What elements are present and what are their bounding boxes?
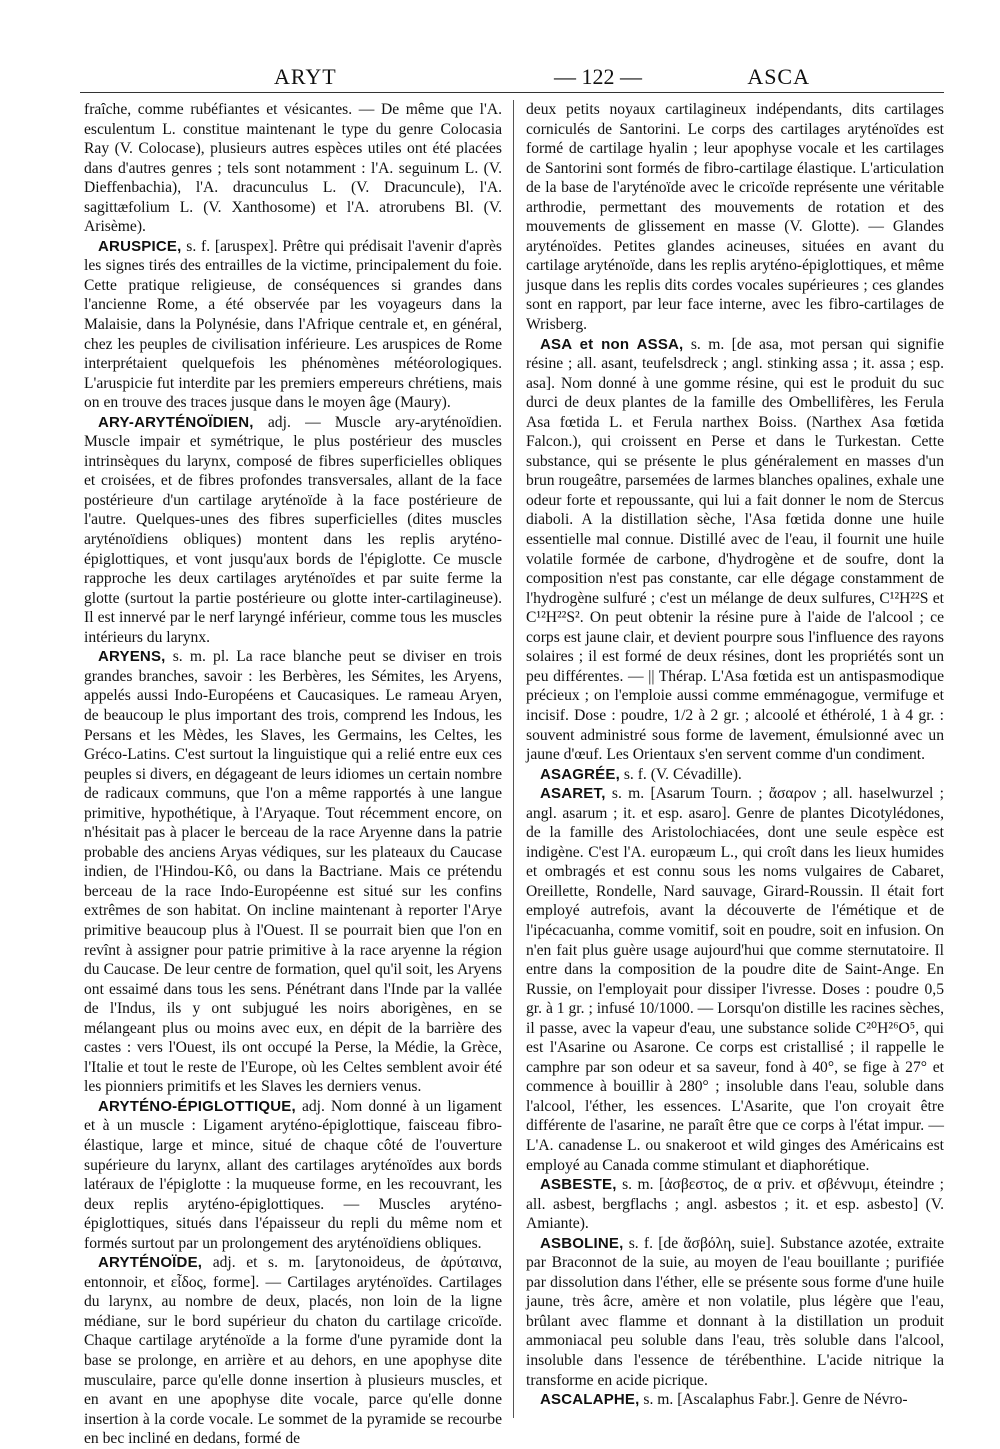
right-column (526, 100, 944, 1420)
header-rule (80, 92, 944, 93)
entry-text: s. m. [ἀσβεστος, de α priv. et σβέννυμι, éteindre ; all. asbest, bergflachs ; angl. asbestos ; it. et esp. asbesto] (V. Amiante). (526, 1176, 945, 1233)
dictionary-entry (84, 647, 502, 1097)
column-divider (513, 100, 514, 1418)
page-number: — 122 — (554, 64, 642, 89)
entry-text: s. f. [de ἄσβόλη, suie]. Substance azotée, extraite par Braconnot de la suie, au moyen de l'eau bouillante ; purifiée par dissolution dans l'éther, elle se présente sous forme d'une huile jaune, très âcre, amère et non volatile, plus légère que l'eau, brûlant avec flamme et donnant à la distillation un produit ammoniacal peu soluble dans l'eau, très soluble dans l'alcool, insoluble dans l'essence de térébenthine. L'acide nitrique la transforme en acide picrique. (526, 1234, 944, 1389)
dictionary-entry (526, 765, 944, 785)
entry-text: adj. et s. m. [arytonoideus, de ἀρύταινα, entonnoir, et εἶδος, forme]. — Cartilages aryténoïdes. Cartilages du larynx, au nombre de deux, placés, non loin de la ligne médiane, sur le bord supérieur du chaton du cartilage cricoïde. Chaque cartilage aryténoïde a la forme d'une pyramide dont la base se prolonge, en arrière et au dehors, en une apophyse dite musculaire, parce qu'elle donne insertion à plusieurs muscles, et en avant en une apophyse dite vocale, parce qu'elle donne insertion à la corde vocale. Le sommet de la pyramide se recourbe en bec incliné en dedans, formé de (84, 1254, 503, 1448)
entry-headword: ASBOLINE, (540, 1234, 624, 1252)
entry-text: s. m. [Asarum Tourn. ; ἄσαρον ; all. haselwurzel ; angl. asarum ; it. et esp. asaro]. Genre de plantes Dicotylédones, de la famille des Aristolochiacées, dont une seule espèce est indigène. C'est l'A. europæum L., qui croît dans les lieux humides et ombragés et est connu sous les noms vulgaires de Cabaret, Oreillette, Rondelle, Nard sauvage, Girard-Roussin. Il était fort employé autrefois, avant la découverte de l'émétique et de l'ipécacuanha, comme vomitif, soit en poudre, soit en infusion. On n'en fait plus guère usage aujourd'hui que comme sternutatoire. Il entre dans la composition de la poudre dite de Saint-Ange. En Russie, on l'employait pour dissiper l'ivresse. Doses : poudre 0,5 gr. à 1 gr. ; infusé 10/1000. — Lorsqu'on distille les racines sèches, il passe, avec la vapeur d'eau, une substance solide C²⁰H²⁶O⁵, qui est l'Asarine ou Asarone. Ce corps est cristallisé ; il rappelle le camphre par son odeur et sa saveur, fond à 40°, se fige à 27° et commence à bouillir à 280° ; insoluble dans l'eau, soluble dans l'alcool, l'éther, les essences. L'Asarite, que l'on croyait être différente de l'asarine, ne paraît être que ce corps à l'état impur. — L'A. canadense L. ou snakeroot et wild ginges des Américains est employé au Canada comme stimulant et diaphorétique. (526, 785, 944, 1174)
entry-headword: ASCALAPHE, (540, 1391, 640, 1409)
running-header (84, 64, 940, 94)
left-column (84, 100, 503, 1448)
header-left-word: ARYT (274, 64, 337, 89)
entry-headword: ARYENS, (98, 648, 166, 666)
entry-text: fraîche, comme rubéfiantes et vésicantes. — De même que l'A. esculentum L. constitue maintenant le type du genre Colocasia Ray (V. Colocase), plusieurs autres espèces utiles ont été placées dans d'autres genres ; tels sont notamment : l'A. seguinum L. (V. Dieffenbachia), l'A. dracunculus L. (V. Dracuncule), l'A. sagittæfolium L. (V. Xanthosome) et l'A. atrorubens Bl. (V. Arisème). (84, 101, 502, 236)
dictionary-entry (84, 1097, 502, 1253)
dictionary-entry (84, 413, 502, 648)
dictionary-entry (84, 1253, 502, 1448)
entry-text: deux petits noyaux cartilagineux indépendants, dits cartilages corniculés de Santorini. Le corps des cartilages aryténoïdes est formé de cartilage hyalin ; leur apophyse vocale et les cartilages de Santorini sont formés de fibro-cartilage élastique. L'articulation de la base de l'aryténoïde avec le cricoïde représente une véritable arthrodie, permettant des mouvements de rotation et des mouvements de glissement en masse (V. Glotte). — Glandes aryténoïdes. Petites glandes acineuses, situées en avant du cartilage aryténoïde, dans les replis aryténo-épiglottiques, et même jusque dans les replis dits cordes vocales supérieures ; ces glandes sont en rapport, par leur face interne, avec les fibro-cartilages de Wrisberg. (526, 101, 944, 334)
dictionary-entry (84, 237, 502, 413)
entry-continuation (84, 100, 502, 237)
entry-text: s. f. (V. Cévadille). (623, 765, 742, 783)
entry-headword: ARUSPICE, (98, 237, 182, 255)
entry-headword: ARYTÉNOÏDE, (98, 1254, 203, 1272)
header-right-word: ASCA (747, 64, 810, 89)
dictionary-entry (526, 1234, 944, 1390)
entry-continuation (526, 100, 944, 335)
entry-text: adj. — Muscle ary-aryténoïdien. Muscle impair et symétrique, le plus postérieur des muscles intrinsèques du larynx, composé de fibres superficielles obliques et croisées, et de fibres profondes transversales, allant de la face postérieure d'un cartilage aryténoïde à la face postérieure de l'autre. Quelques-unes des fibres superficielles (dites muscles aryténoïdiens obliques) montent dans les replis aryténo-épiglottiques, et vont jusqu'aux bords de l'épiglotte. Ce muscle rapproche les deux cartilages aryténoïdes et par suite ferme la glotte (surtout la partie postérieure ou glotte inter-cartilagineuse). Il est innervé par le nerf laryngé inférieur, comme tous les muscles intérieurs du larynx. (84, 413, 502, 646)
entry-headword: ARY-ARYTÉNOÏDIEN, (98, 413, 254, 431)
entry-text: s. m. [de asa, mot persan qui signifie résine ; all. asant, teufelsdreck ; angl. stinking assa ; it. assa ; esp. asa]. Nom donné à une gomme résine, qui est le produit du suc durci de deux plantes de la famille des Ombellifères, les Ferula Asa fœtida L. et Ferula narthex Boiss. (Narthex Asa fœtida Falcon.), qui croissent en Perse et dans le Turkestan. Cette substance, qui se présente le plus généralement en masses d'un brun rougeâtre, parsemées de larmes blanches opalines, exhale une odeur forte et repoussante, qui lui a fait donner le nom de Stercus diaboli. A la distillation sèche, l'Asa fœtida donne une huile essentielle mal connue. Distillé avec de l'eau, il fournit une huile volatile formée de carbone, d'hydrogène et de soufre, dont la composition n'est pas constante, car elle dégage constamment de l'hydrogène sulfuré ; c'est un mélange de deux sulfures, C¹²H²²S et C¹²H²²S². On peut obtenir la résine pure à l'aide de l'alcool ; ce corps est jaune clair, et devient pourpre sous l'influence des rayons solaires ; il est formé de deux résines, dont les propriétés sont un peu différentes. — || Thérap. L'Asa fœtida est un antispasmodique précieux ; on l'emploie aussi comme emménagogue, vermifuge et incisif. Dose : poudre, 1/2 à 2 gr. ; alcoolé et éthérolé, 1 à 4 gr. : souvent administré sous forme de lavement, émulsionné avec un jaune d'œuf. Les Orientaux s'en servent comme d'un condiment. (526, 335, 944, 764)
dictionary-entry (526, 335, 944, 765)
entry-headword: ASBESTE, (540, 1176, 617, 1194)
dictionary-entry (526, 1390, 944, 1410)
entry-headword: ASAGRÉE, (540, 765, 620, 783)
entry-headword: ASA et non ASSA, (540, 335, 684, 353)
entry-text: s. m. pl. La race blanche peut se diviser en trois grandes branches, savoir : les Berbères, les Sémites, les Aryens, appelés aussi Indo-Européens et Caucasiques. Le rameau Aryen, de beaucoup le plus important des trois, comprend les Indous, les Persans et les Mèdes, les Slaves, les Germains, les Celtes, les Gréco-Latins. C'est surtout la linguistique qui a relié entre eux ces peuples si divers, en dégageant de leurs idiomes un certain nombre de radicaux communs, que l'on a même rapportés à une langue primitive, hypothétique, à l'Aryaque. Tout récemment encore, on n'hésitait pas à placer le berceau de la race Aryenne dans la patrie probable des anciens Aryas védiques, sur les plateaux du Caucase indien, de l'Hindou-Kô, ou dans la Bactriane. Mais ce prétendu berceau de la race Indo-Européenne est situé sur les confins extrêmes de son habitat. On incline maintenant à reporter l'Arye primitive beaucoup plus à l'Ouest. Il se pourrait bien que l'on en revînt à assigner pour patrie primitive à la race aryenne la région du Caucase. De leur centre de formation, quel qu'il soit, les Aryens ont essaimé dans tous les sens. Pénétrant dans l'Inde par la vallée de l'Indus, ils y ont subjugué les noirs aborigènes, en se mélangeant plus ou moins avec eux, en dépit de la barrière des castes : vers l'Ouest, ils ont occupé la Perse, la Médie, la Grèce, l'Italie et tout le reste de l'Europe, où les Celtes semblent avoir été les pionniers primitifs et les Slaves les derniers venus. (84, 648, 502, 1096)
dictionary-entry (526, 1175, 944, 1234)
entry-headword: ASARET, (540, 785, 606, 803)
entry-headword: ARYTÉNO-ÉPIGLOTTIQUE, (98, 1097, 296, 1115)
entry-text: adj. Nom donné à un ligament et à un muscle : Ligament aryténo-épiglottique, faisceau fibro-élastique, large et mince, situé de chaque côté de l'ouverture supérieure du larynx, allant des cartilages aryténoïdes aux bords latéraux de l'épiglotte : la muqueuse forme, en les recouvrant, les deux replis aryténo-épiglottiques. — Muscles aryténo-épiglottiques, situés dans l'épaisseur du repli du même nom et formés surtout par un prolongement des aryténoïdiens obliques. (84, 1097, 502, 1252)
entry-text: s. m. [Ascalaphus Fabr.]. Genre de Névro- (643, 1391, 908, 1409)
entry-text: s. f. [aruspex]. Prêtre qui prédisait l'avenir d'après les signes tirés des entrailles de la victime, principalement du foie. Cette pratique religieuse, de conséquences si grandes dans l'ancienne Rome, a été observée par les voyageurs dans la Malaisie, dans la Polynésie, dans l'Afrique centrale et, en général, chez les peuples de civilisation inférieure. Les aruspices de Rome interprétaient quelquefois les phénomènes météorologiques. L'aruspicie fut interdite par les premiers empereurs chrétiens, mais on en trouve des traces jusque dans le moyen âge (Maury). (84, 237, 502, 412)
dictionary-entry (526, 784, 944, 1175)
